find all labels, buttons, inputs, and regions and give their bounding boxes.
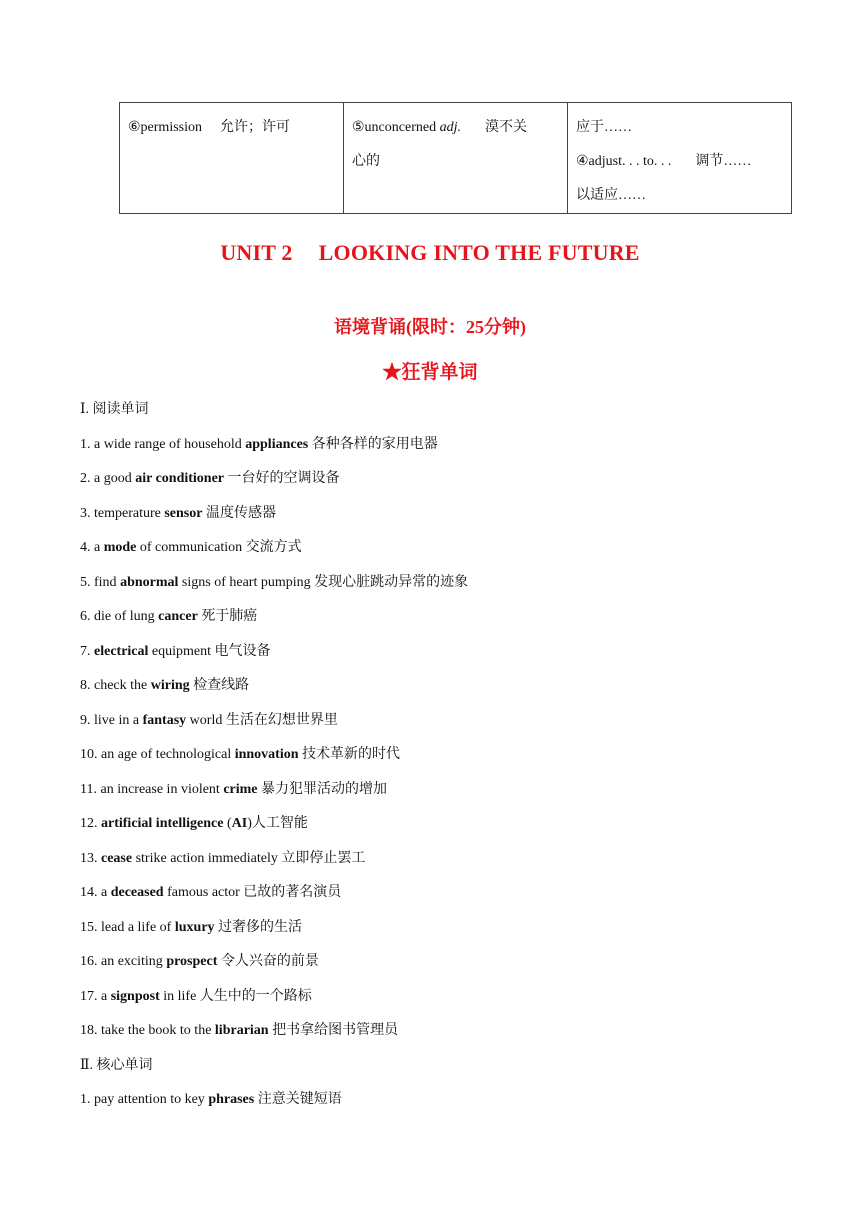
list-item — [80, 605, 780, 640]
list-item — [80, 536, 780, 571]
item-text: 18. take the book to the — [80, 1023, 215, 1038]
keyword: mode — [103, 540, 137, 555]
keyword: abnormal — [120, 574, 179, 590]
item-text: 9. live in a — [80, 712, 143, 728]
item-text: famous actor 已故的著名演员 — [163, 885, 342, 900]
item-text: 一台好的空调设备 — [224, 471, 340, 486]
cell-line: 应于…… — [576, 120, 632, 135]
item-text: 7. — [80, 643, 94, 659]
cell-line: 以适应…… — [576, 188, 646, 203]
section-heading-core: Ⅱ. 核心单词 — [80, 1057, 153, 1073]
keyword: librarian — [214, 1023, 269, 1038]
cell-line — [576, 145, 783, 179]
list-item — [80, 674, 780, 709]
cell-text-cn: 允许；许可 — [220, 120, 290, 135]
item-text: 10. an age of technological — [80, 747, 235, 762]
core-word-list — [80, 1088, 780, 1123]
list-item — [80, 467, 780, 502]
list-item — [80, 881, 780, 916]
keyword: fantasy — [142, 712, 187, 728]
keyword: prospect — [166, 954, 218, 969]
reading-word-list — [80, 433, 780, 1054]
item-text: 过奢侈的生活 — [214, 919, 303, 935]
item-text: ( — [223, 816, 232, 831]
item-text: equipment 电气设备 — [148, 643, 271, 659]
table-cell-permission — [120, 103, 344, 214]
keyword: innovation — [234, 747, 299, 762]
list-item — [80, 433, 780, 468]
keyword: signpost — [110, 988, 160, 1004]
keyword: sensor — [164, 505, 203, 521]
table-cell-adjust — [568, 103, 792, 214]
cell-text-cn: 调节…… — [695, 154, 752, 169]
keyword: deceased — [110, 885, 164, 900]
item-text: 1. a wide range of household — [80, 436, 246, 452]
list-item — [80, 571, 780, 606]
list-item — [80, 778, 780, 813]
item-text: 2. a good — [80, 471, 136, 486]
item-text: )人工智能 — [247, 816, 308, 831]
item-text: 8. check the — [80, 678, 151, 693]
item-text: 暴力犯罪活动的增加 — [257, 781, 388, 797]
list-item — [80, 847, 780, 882]
list-item — [80, 640, 780, 675]
list-item — [80, 950, 780, 985]
list-item — [80, 1019, 780, 1054]
item-text: 死于肺癌 — [197, 609, 258, 624]
list-item — [80, 985, 780, 1020]
keyword: cancer — [158, 609, 198, 624]
cell-text: ⑤unconcerned — [352, 120, 440, 135]
list-item — [80, 502, 780, 537]
cell-text-cn: 漠不关 — [484, 120, 527, 135]
cell-text: ④adjust. . . to. . . — [576, 154, 672, 169]
unit-number: UNIT 2 — [220, 240, 293, 265]
item-text: 11. an increase in violent — [80, 781, 224, 797]
item-text: in life 人生中的一个路标 — [159, 988, 312, 1004]
section-heading-reading: Ⅰ. 阅读单词 — [80, 402, 149, 417]
item-text: 把书拿给图书管理员 — [268, 1023, 399, 1038]
item-text: 1. pay attention to key — [80, 1092, 209, 1107]
item-text: 检查线路 — [189, 678, 250, 693]
keyword: artificial intelligence — [101, 816, 224, 831]
item-text: 3. temperature — [80, 505, 165, 521]
item-text: signs of heart pumping 发现心脏跳动异常的迹象 — [178, 574, 469, 590]
list-item — [80, 916, 780, 951]
item-text: 14. a — [80, 885, 111, 900]
keyword: phrases — [208, 1092, 255, 1107]
section-subtitle-words: ★狂背单词 — [382, 362, 478, 383]
section-subtitle: 语境背诵(限时：25分钟) — [334, 317, 526, 337]
keyword: wiring — [150, 678, 190, 693]
item-text: 16. an exciting — [80, 954, 167, 969]
item-text: 温度传感器 — [202, 505, 276, 521]
item-text: 13. — [80, 850, 101, 866]
item-text: strike action immediately 立即停止罢工 — [132, 850, 366, 866]
keyword: crime — [223, 781, 258, 797]
list-item — [80, 709, 780, 744]
vocab-table — [119, 102, 792, 214]
list-item — [80, 812, 780, 847]
item-text: 各种各样的家用电器 — [308, 436, 438, 452]
unit-title — [0, 240, 860, 266]
list-item — [80, 743, 780, 778]
keyword: appliances — [245, 436, 309, 452]
item-text: of communication 交流方式 — [136, 540, 302, 555]
cell-line — [352, 111, 559, 145]
item-text: 4. a — [80, 540, 104, 555]
cell-line: 心的 — [352, 154, 380, 169]
keyword: air conditioner — [135, 471, 225, 486]
item-text: 技术革新的时代 — [298, 747, 401, 762]
unit-name: LOOKING INTO THE FUTURE — [318, 240, 640, 265]
keyword: luxury — [174, 919, 215, 935]
item-text: 6. die of lung — [80, 609, 159, 624]
item-text: 注意关键短语 — [254, 1092, 342, 1107]
item-text: 15. lead a life of — [80, 919, 175, 935]
item-text: 17. a — [80, 988, 111, 1004]
keyword: electrical — [94, 643, 149, 659]
item-text: 12. — [80, 816, 101, 831]
word-list — [80, 398, 780, 1123]
table-cell-unconcerned — [344, 103, 568, 214]
keyword: AI — [231, 816, 248, 831]
cell-pos: adj. — [439, 120, 461, 135]
item-text: 5. find — [80, 574, 121, 590]
item-text: 令人兴奋的前景 — [217, 954, 319, 969]
item-text: world 生活在幻想世界里 — [186, 712, 338, 728]
keyword: cease — [101, 850, 133, 866]
list-item — [80, 1088, 780, 1123]
cell-text: ⑥permission — [128, 120, 202, 135]
